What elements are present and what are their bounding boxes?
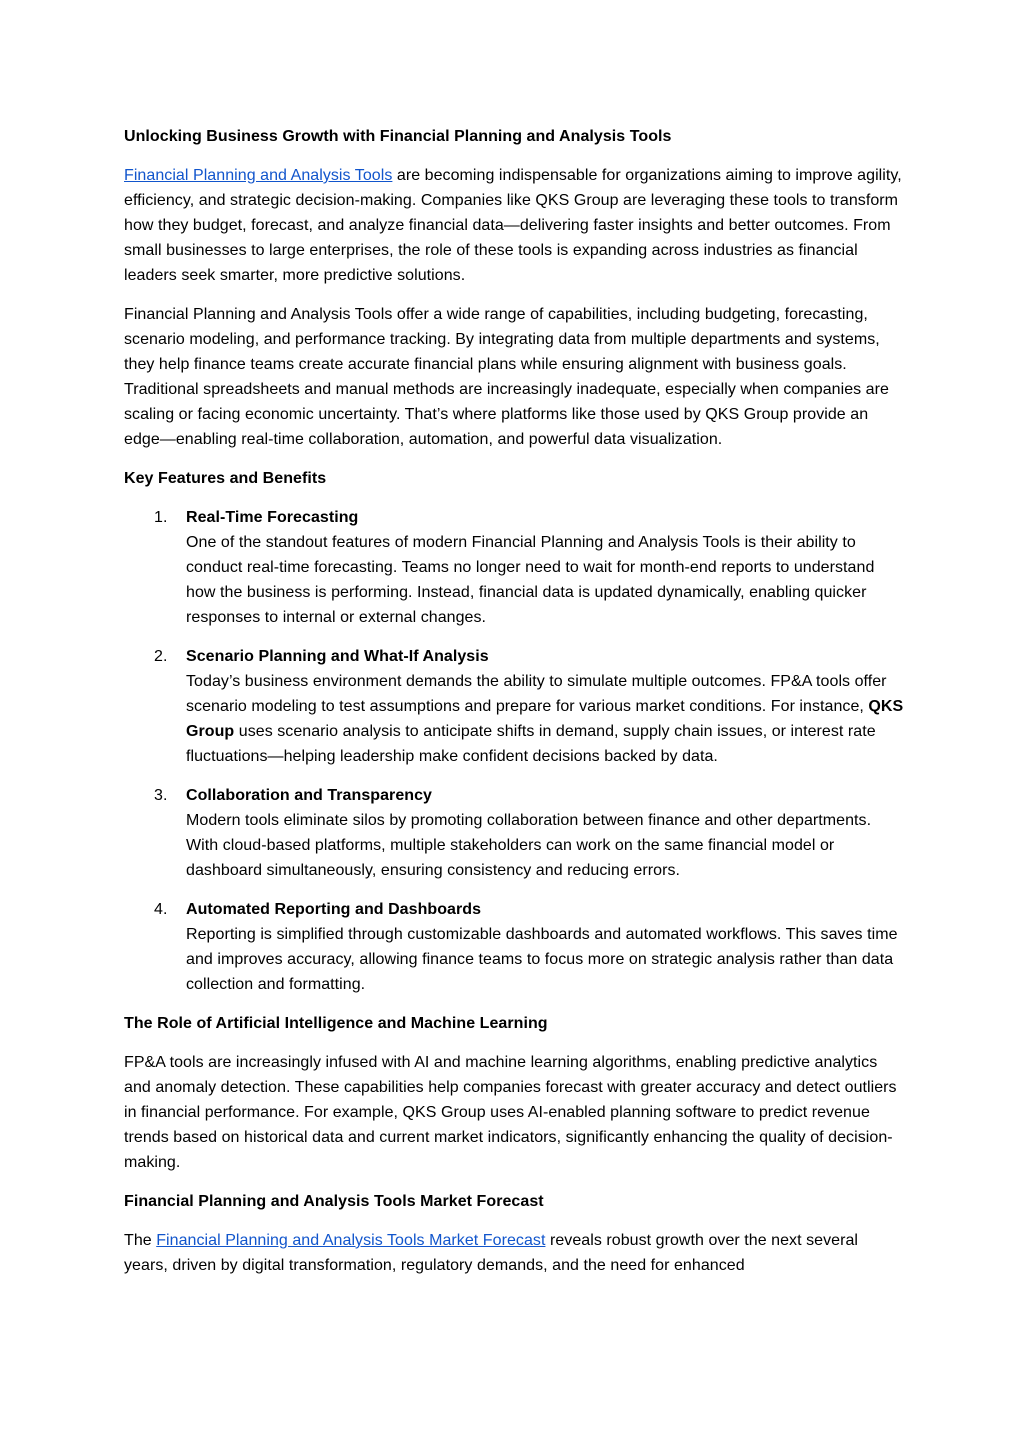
forecast-text-after: reveals robust growth over the next several years, driven by digital transformation, regulatory demands, and the need for enhanced bbox=[124, 1232, 859, 1274]
intro-paragraph bbox=[124, 163, 904, 288]
body-text: Today’s business environment demands the ability to simulate multiple outcomes. FP&A tools offer scenario modeling to test assumptions and prepare for various market conditions. For instance, bbox=[186, 673, 887, 715]
forecast-text-before: The bbox=[124, 1232, 157, 1249]
list-item-title: Automated Reporting and Dashboards bbox=[186, 901, 482, 918]
ai-heading: The Role of Artificial Intelligence and Machine Learning bbox=[124, 1015, 548, 1032]
overview-paragraph: Financial Planning and Analysis Tools offer a wide range of capabilities, including budgeting, forecasting, scenario modeling, and performance tracking. By integrating data from multiple departments and systems, they help finance teams create accurate financial plans while ensuring alignment with business goals. Traditional spreadsheets and manual methods are increasingly inadequate, especially when companies are scaling or facing economic uncertainty. That’s where platforms like those used by QKS Group provide an edge—enabling real-time collaboration, automation, and powerful data visualization. bbox=[124, 306, 889, 448]
list-item-number: 2. bbox=[154, 648, 168, 665]
forecast-paragraph bbox=[124, 1228, 904, 1278]
list-item-number: 4. bbox=[154, 901, 168, 918]
list-item-body: Reporting is simplified through customizable dashboards and automated workflows. This saves time and improves accuracy, allowing finance teams to focus more on strategic analysis rather than data collection and formatting. bbox=[186, 926, 898, 993]
fpa-tools-link[interactable]: Financial Planning and Analysis Tools bbox=[124, 167, 393, 184]
list-item-title: Collaboration and Transparency bbox=[186, 787, 432, 804]
document-body bbox=[124, 124, 904, 1292]
features-heading: Key Features and Benefits bbox=[124, 470, 327, 487]
list-item-number: 3. bbox=[154, 787, 168, 804]
list-item-body: Modern tools eliminate silos by promoting collaboration between finance and other departments. With cloud-based platforms, multiple stakeholders can work on the same financial model or dashboard simultaneously, ensuring consistency and reducing errors. bbox=[186, 812, 872, 879]
list-item-body: One of the standout features of modern Financial Planning and Analysis Tools is their ability to conduct real-time forecasting. Teams no longer need to wait for month-end reports to understand how the business is performing. Instead, financial data is updated dynamically, enabling quicker responses to internal or external changes. bbox=[186, 534, 875, 626]
forecast-heading: Financial Planning and Analysis Tools Market Forecast bbox=[124, 1193, 544, 1210]
company-name-bold: QKS Group bbox=[186, 698, 904, 740]
list-item-title: Scenario Planning and What-If Analysis bbox=[186, 648, 489, 665]
list-item bbox=[124, 505, 904, 630]
ai-paragraph: FP&A tools are increasingly infused with AI and machine learning algorithms, enabling predictive analytics and anomaly detection. These capabilities help companies forecast with greater accuracy and detect outliers in financial performance. For example, QKS Group uses AI-enabled planning software to predict revenue trends based on historical data and current market indicators, significantly enhancing the quality of decision-making. bbox=[124, 1054, 897, 1171]
list-item bbox=[124, 783, 904, 883]
list-item bbox=[124, 897, 904, 997]
features-list bbox=[124, 505, 904, 997]
list-item-number: 1. bbox=[154, 509, 168, 526]
list-item-body bbox=[186, 669, 904, 769]
list-item bbox=[124, 644, 904, 769]
document-title: Unlocking Business Growth with Financial Planning and Analysis Tools bbox=[124, 128, 672, 145]
intro-text: are becoming indispensable for organizations aiming to improve agility, efficiency, and strategic decision-making. Companies like QKS Group are leveraging these tools to transform how they budget, forecast, and analyze financial data—delivering faster insights and better outcomes. From small businesses to large enterprises, the role of these tools is expanding across industries as financial leaders seek smarter, more predictive solutions. bbox=[124, 167, 902, 284]
body-text: uses scenario analysis to anticipate shifts in demand, supply chain issues, or interest rate fluctuations—helping leadership make confident decisions backed by data. bbox=[186, 723, 876, 765]
market-forecast-link[interactable]: Financial Planning and Analysis Tools Market Forecast bbox=[156, 1232, 546, 1249]
list-item-title: Real-Time Forecasting bbox=[186, 509, 359, 526]
